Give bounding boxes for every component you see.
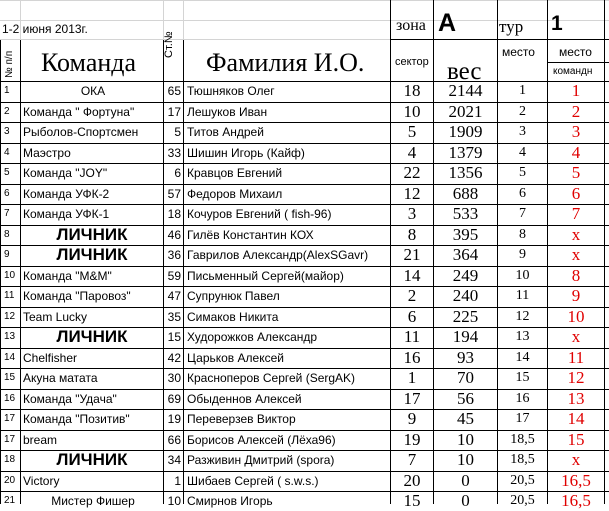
row-place: 20,5 bbox=[510, 493, 535, 509]
round-value: 1 bbox=[551, 12, 563, 35]
row-station: 69 bbox=[167, 391, 181, 406]
row-team: Маэстро bbox=[23, 145, 71, 160]
row-station: 10 bbox=[167, 494, 181, 509]
row-sector: 17 bbox=[403, 388, 421, 408]
row-team-place: 9 bbox=[571, 286, 581, 306]
row-place: 14 bbox=[515, 349, 530, 365]
row-team: Команда "Удача" bbox=[23, 391, 117, 406]
row-team: Команда УФК-2 bbox=[23, 186, 110, 201]
row-weight: 0 bbox=[461, 491, 470, 511]
row-place: 9 bbox=[519, 247, 526, 263]
border-h bbox=[0, 286, 609, 287]
row-team-place: 5 bbox=[571, 163, 581, 183]
row-team: Chelfisher bbox=[23, 350, 78, 365]
border-h bbox=[390, 39, 609, 40]
col-team-header: Команда bbox=[41, 48, 137, 77]
row-team-place: 2 bbox=[571, 101, 581, 121]
row-team-place: 1 bbox=[571, 81, 581, 101]
row-number: 15 bbox=[4, 372, 16, 384]
row-weight: 225 bbox=[452, 306, 479, 326]
row-sector: 21 bbox=[403, 245, 421, 265]
row-team: Команда "JOY" bbox=[23, 166, 108, 181]
row-number: 4 bbox=[4, 146, 10, 158]
row-angler-name: Худорожков Александр bbox=[187, 330, 318, 345]
row-angler-name: Гилёв Константин КОХ bbox=[187, 227, 314, 242]
row-team: ЛИЧНИК bbox=[56, 224, 128, 244]
row-number: 8 bbox=[4, 228, 10, 240]
row-place: 3 bbox=[519, 124, 526, 140]
row-weight: 249 bbox=[452, 265, 479, 285]
row-station: 47 bbox=[167, 289, 181, 304]
row-station: 33 bbox=[167, 145, 181, 160]
row-sector: 11 bbox=[403, 327, 421, 347]
row-team: ОКА bbox=[80, 84, 106, 99]
row-station: 19 bbox=[167, 412, 181, 427]
row-station: 59 bbox=[167, 268, 181, 283]
row-team-place: 8 bbox=[571, 265, 581, 285]
row-team: Команда "Паровоз" bbox=[23, 289, 131, 304]
col-num-header: № п/п bbox=[4, 50, 15, 78]
row-number: 3 bbox=[4, 126, 10, 138]
row-station: 35 bbox=[167, 309, 181, 324]
row-angler-name: Титов Андрей bbox=[187, 125, 264, 140]
zone-value: A bbox=[438, 9, 457, 37]
row-sector: 10 bbox=[403, 101, 421, 121]
row-angler-name: Борисов Алексей (Лёха96) bbox=[187, 432, 336, 447]
row-sector: 22 bbox=[403, 163, 421, 183]
row-sector: 15 bbox=[403, 491, 421, 511]
row-number: 13 bbox=[4, 331, 16, 343]
row-place: 15 bbox=[515, 370, 530, 386]
row-weight: 533 bbox=[452, 204, 479, 224]
col-station-header: Ст.№ bbox=[163, 31, 175, 58]
row-sector: 9 bbox=[407, 409, 417, 429]
row-sector: 7 bbox=[407, 450, 417, 470]
border-h bbox=[547, 62, 609, 63]
row-team-place: 10 bbox=[567, 306, 585, 326]
row-number: 5 bbox=[4, 167, 10, 179]
row-weight: 45 bbox=[457, 409, 474, 429]
row-sector: 1 bbox=[407, 368, 417, 388]
row-station: 18 bbox=[167, 207, 181, 222]
row-sector: 20 bbox=[403, 470, 421, 490]
row-weight: 364 bbox=[452, 245, 479, 265]
row-station: 1 bbox=[174, 473, 181, 488]
row-team-place: 12 bbox=[567, 368, 585, 388]
row-place: 13 bbox=[515, 329, 530, 345]
row-station: 5 bbox=[174, 125, 181, 140]
row-team: Team Lucky bbox=[23, 309, 88, 324]
row-weight: 395 bbox=[452, 224, 479, 244]
border-h bbox=[0, 204, 609, 205]
border-h bbox=[0, 368, 609, 369]
row-team-place: 11 bbox=[567, 347, 585, 367]
row-station: 57 bbox=[167, 186, 181, 201]
row-weight: 93 bbox=[457, 347, 474, 367]
row-place: 8 bbox=[519, 226, 526, 242]
row-place: 18,5 bbox=[510, 452, 535, 468]
row-number: 1 bbox=[4, 85, 10, 97]
row-angler-name: Обыденнов Алексей bbox=[187, 391, 302, 406]
row-number: 20 bbox=[4, 474, 16, 486]
row-place: 6 bbox=[519, 185, 526, 201]
row-number: 21 bbox=[4, 495, 16, 507]
row-number: 18 bbox=[4, 454, 16, 466]
row-angler-name: Кочуров Евгений ( fish-96) bbox=[187, 207, 332, 222]
row-angler-name: Симаков Никита bbox=[187, 309, 279, 324]
row-sector: 8 bbox=[407, 224, 417, 244]
row-place: 5 bbox=[519, 165, 526, 181]
border-v bbox=[604, 0, 605, 504]
round-label: тур bbox=[499, 17, 524, 36]
row-team: Акуна матата bbox=[23, 371, 98, 386]
row-number: 11 bbox=[4, 290, 15, 302]
row-angler-name: Переверзев Виктор bbox=[187, 412, 296, 427]
row-team-place: 15 bbox=[567, 429, 585, 449]
col-name-header: Фамилия И.О. bbox=[206, 48, 365, 77]
row-team-place: x bbox=[571, 224, 581, 244]
row-sector: 2 bbox=[407, 286, 417, 306]
row-team-place: 16,5 bbox=[561, 491, 591, 511]
row-team-place: 14 bbox=[567, 409, 585, 429]
row-station: 36 bbox=[167, 248, 181, 263]
row-team-place: x bbox=[571, 327, 581, 347]
row-angler-name: Федоров Михаил bbox=[187, 186, 283, 201]
row-team: Команда УФК-1 bbox=[23, 207, 110, 222]
border-v bbox=[20, 40, 21, 504]
row-angler-name: Шишин Игорь (Кайф) bbox=[187, 145, 305, 160]
border-h bbox=[0, 409, 609, 410]
col-sector-header: сектор bbox=[395, 56, 429, 68]
row-station: 6 bbox=[174, 166, 181, 181]
row-weight: 1356 bbox=[448, 163, 483, 183]
row-place: 10 bbox=[515, 267, 530, 283]
row-team-place: 6 bbox=[571, 183, 581, 203]
row-place: 16 bbox=[515, 390, 530, 406]
zone-label: зона bbox=[396, 17, 426, 34]
border-v bbox=[0, 40, 1, 504]
border-h bbox=[0, 163, 609, 164]
row-angler-name: Красноперов Сергей (SergAK) bbox=[187, 371, 356, 386]
row-number: 17 bbox=[4, 433, 16, 445]
row-number: 14 bbox=[4, 351, 16, 363]
border-h bbox=[0, 122, 609, 123]
row-sector: 14 bbox=[403, 265, 421, 285]
row-angler-name: Супрунюк Павел bbox=[187, 289, 280, 304]
row-station: 15 bbox=[167, 330, 181, 345]
row-sector: 5 bbox=[407, 122, 417, 142]
row-weight: 688 bbox=[452, 183, 479, 203]
row-weight: 1909 bbox=[448, 122, 483, 142]
row-sector: 19 bbox=[403, 429, 421, 449]
row-station: 65 bbox=[167, 84, 181, 99]
row-station: 17 bbox=[167, 104, 181, 119]
row-angler-name: Гаврилов Александр(AlexSGavr) bbox=[187, 248, 369, 263]
grid-line-h bbox=[0, 0, 609, 1]
row-team: Команда "M&M" bbox=[23, 268, 112, 283]
row-weight: 10 bbox=[457, 450, 474, 470]
col-place-header: место bbox=[502, 45, 535, 59]
row-weight: 0 bbox=[461, 470, 470, 490]
row-sector: 6 bbox=[407, 306, 417, 326]
row-weight: 194 bbox=[452, 327, 479, 347]
row-weight: 240 bbox=[452, 286, 479, 306]
row-angler-name: Смирнов Игорь bbox=[187, 494, 273, 509]
row-station: 42 bbox=[167, 350, 181, 365]
row-station: 34 bbox=[167, 453, 181, 468]
row-team: Команда " Фортуна" bbox=[23, 104, 135, 119]
row-station: 66 bbox=[167, 432, 181, 447]
row-team-place: 16,5 bbox=[561, 470, 591, 490]
row-team-place: 3 bbox=[571, 122, 581, 142]
row-sector: 16 bbox=[403, 347, 421, 367]
row-place: 17 bbox=[515, 411, 530, 427]
row-weight: 56 bbox=[457, 388, 474, 408]
row-angler-name: Шибаев Сергей ( s.w.s.) bbox=[187, 473, 319, 488]
date-label: 1-2 июня 2013г. bbox=[2, 22, 88, 36]
row-weight: 1379 bbox=[448, 142, 483, 162]
row-angler-name: Письменный Сергей(майор) bbox=[187, 268, 344, 283]
col-team-place-header-1: место bbox=[559, 45, 592, 59]
row-weight: 10 bbox=[457, 429, 474, 449]
row-place: 18,5 bbox=[510, 431, 535, 447]
col-team-place-header-2: командн bbox=[553, 66, 593, 77]
row-team: bream bbox=[23, 432, 58, 447]
row-number: 9 bbox=[4, 249, 10, 261]
row-team-place: x bbox=[571, 450, 581, 470]
row-sector: 3 bbox=[407, 204, 417, 224]
row-weight: 2144 bbox=[448, 81, 483, 101]
row-number: 17 bbox=[4, 413, 16, 425]
row-number: 2 bbox=[4, 105, 10, 117]
row-number: 12 bbox=[4, 310, 16, 322]
row-station: 30 bbox=[167, 371, 181, 386]
row-weight: 70 bbox=[457, 368, 474, 388]
row-place: 20,5 bbox=[510, 472, 535, 488]
row-place: 11 bbox=[515, 288, 530, 304]
row-place: 4 bbox=[519, 144, 526, 160]
row-team-place: x bbox=[571, 245, 581, 265]
row-team: Мистер Фишер bbox=[51, 494, 135, 509]
row-place: 2 bbox=[519, 103, 526, 119]
row-team-place: 13 bbox=[567, 388, 585, 408]
row-team: ЛИЧНИК bbox=[56, 327, 128, 347]
grid-line-v bbox=[183, 0, 184, 40]
row-angler-name: Разживин Дмитрий (spora) bbox=[187, 453, 335, 468]
row-team: Рыболов-Спортсмен bbox=[23, 125, 139, 140]
row-sector: 4 bbox=[407, 142, 417, 162]
row-sector: 18 bbox=[403, 81, 421, 101]
row-number: 16 bbox=[4, 392, 16, 404]
row-team: ЛИЧНИК bbox=[56, 245, 128, 265]
row-number: 7 bbox=[4, 208, 10, 220]
row-angler-name: Кравцов Евгений bbox=[187, 166, 283, 181]
border-h bbox=[0, 491, 609, 492]
row-place: 1 bbox=[519, 83, 526, 99]
row-angler-name: Царьков Алексей bbox=[187, 350, 284, 365]
row-team: ЛИЧНИК bbox=[56, 450, 128, 470]
row-weight: 2021 bbox=[448, 101, 483, 121]
row-team: Victory bbox=[23, 473, 60, 488]
row-team: Команда "Позитив" bbox=[23, 412, 130, 427]
row-place: 12 bbox=[515, 308, 530, 324]
row-number: 6 bbox=[4, 187, 10, 199]
row-angler-name: Лешуков Иван bbox=[187, 104, 268, 119]
row-number: 10 bbox=[4, 269, 16, 281]
border-v bbox=[183, 40, 184, 504]
row-station: 46 bbox=[167, 227, 181, 242]
border-h bbox=[0, 81, 609, 82]
row-team-place: 7 bbox=[571, 204, 581, 224]
col-weight-header: вес bbox=[447, 58, 482, 85]
grid-line-h bbox=[0, 39, 390, 40]
row-sector: 12 bbox=[403, 183, 421, 203]
row-angler-name: Тюшняков Олег bbox=[187, 84, 275, 99]
row-place: 7 bbox=[519, 206, 526, 222]
row-team-place: 4 bbox=[571, 142, 581, 162]
